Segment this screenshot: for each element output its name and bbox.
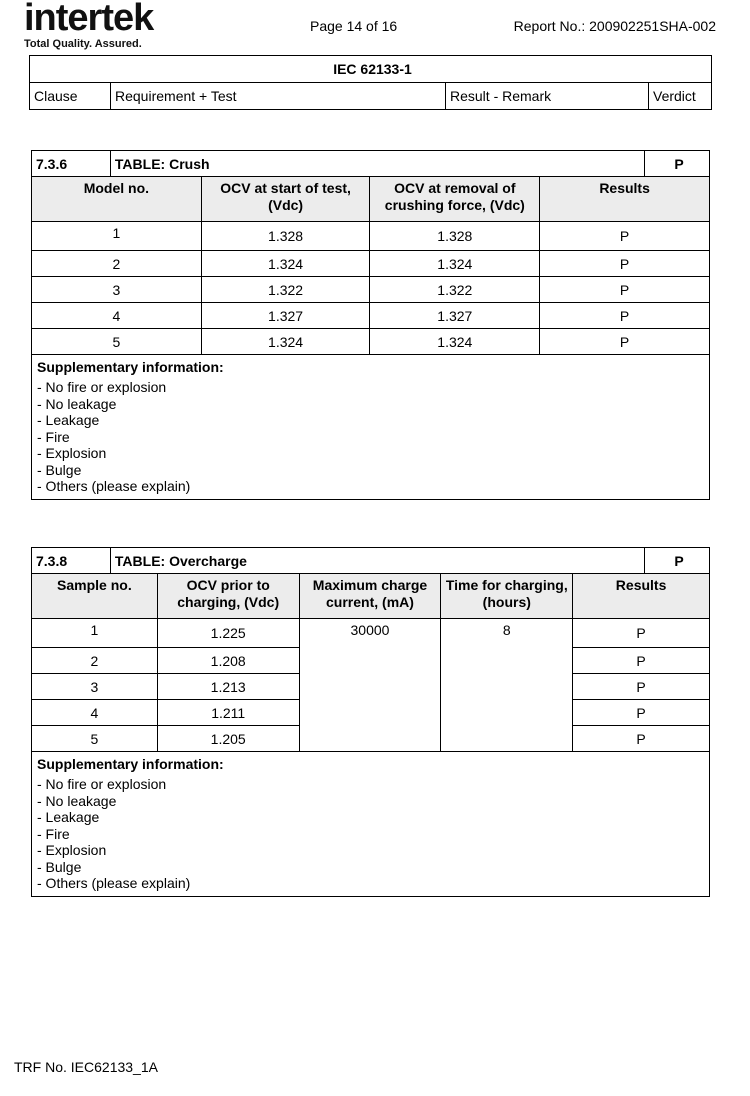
trf-number: TRF No. IEC62133_1A <box>14 1059 158 1075</box>
supp-line: - No leakage <box>37 792 117 809</box>
crush-col-model: Model no. <box>32 177 202 222</box>
supp-line: - Leakage <box>37 412 100 428</box>
overcharge-col-sample: Sample no. <box>32 574 158 619</box>
standard-header-table <box>29 55 712 110</box>
crush-col-results: Results <box>540 177 710 222</box>
crush-supplementary <box>32 355 710 500</box>
crush-table <box>31 150 710 500</box>
crush-title: TABLE: Crush <box>110 151 644 177</box>
overcharge-col-current: Maximum charge current, (mA) <box>299 574 441 619</box>
table-row: 5 1.205 P <box>32 726 710 752</box>
table-row: 2 1.324 1.324 P <box>32 251 710 277</box>
page-number: Page 14 of 16 <box>310 18 398 34</box>
table-row: 4 1.211 P <box>32 700 710 726</box>
intertek-logo <box>24 0 153 50</box>
table-row: 1 1.328 1.328 P <box>32 222 710 251</box>
col-verdict: Verdict <box>649 83 712 110</box>
overcharge-verdict: P <box>645 548 710 574</box>
supp-line: - Bulge <box>37 461 82 478</box>
overcharge-title: TABLE: Overcharge <box>110 548 644 574</box>
table-row: 3 1.213 P <box>32 674 710 700</box>
supp-title: Supplementary information: <box>37 359 224 375</box>
standard-title: IEC 62133-1 <box>30 56 712 83</box>
table-row: 4 1.327 1.327 P <box>32 303 710 329</box>
logo-tagline: Total Quality. Assured. <box>24 38 142 50</box>
table-row: 2 1.208 P <box>32 648 710 674</box>
supp-line: - No fire or explosion <box>37 776 167 792</box>
col-requirement: Requirement + Test <box>111 83 446 110</box>
crush-col-ocv-start: OCV at start of test, (Vdc) <box>201 177 370 222</box>
supp-line: - Leakage <box>37 809 100 825</box>
supp-line: - No fire or explosion <box>37 379 167 395</box>
overcharge-max-current: 30000 <box>299 619 441 752</box>
table-row: 5 1.324 1.324 P <box>32 329 710 355</box>
overcharge-clause: 7.3.8 <box>32 548 111 574</box>
supp-line: - Explosion <box>37 842 107 858</box>
table-row: 1 1.225 30000 8 P <box>32 619 710 648</box>
crush-col-ocv-removal: OCV at removal of crushing force, (Vdc) <box>370 177 540 222</box>
supp-line: - Others (please explain) <box>37 875 191 891</box>
table-row: 3 1.322 1.322 P <box>32 277 710 303</box>
overcharge-col-time: Time for charging, (hours) <box>441 574 573 619</box>
supp-line: - Fire <box>37 428 70 445</box>
supp-line: - Others (please explain) <box>37 478 191 494</box>
overcharge-col-ocv: OCV prior to charging, (Vdc) <box>157 574 299 619</box>
overcharge-col-results: Results <box>573 574 710 619</box>
col-result: Result - Remark <box>446 83 649 110</box>
col-clause: Clause <box>30 83 111 110</box>
crush-verdict: P <box>645 151 710 177</box>
overcharge-supplementary <box>32 752 710 897</box>
supp-line: - Explosion <box>37 445 107 461</box>
crush-clause: 7.3.6 <box>32 151 111 177</box>
overcharge-charge-time: 8 <box>441 619 573 752</box>
report-number: Report No.: 200902251SHA-002 <box>513 18 716 34</box>
supp-line: - Fire <box>37 825 70 842</box>
overcharge-table <box>31 547 710 897</box>
supp-title: Supplementary information: <box>37 756 224 772</box>
logo-wordmark: intertek <box>24 0 154 39</box>
supp-line: - No leakage <box>37 395 117 412</box>
supp-line: - Bulge <box>37 858 82 875</box>
